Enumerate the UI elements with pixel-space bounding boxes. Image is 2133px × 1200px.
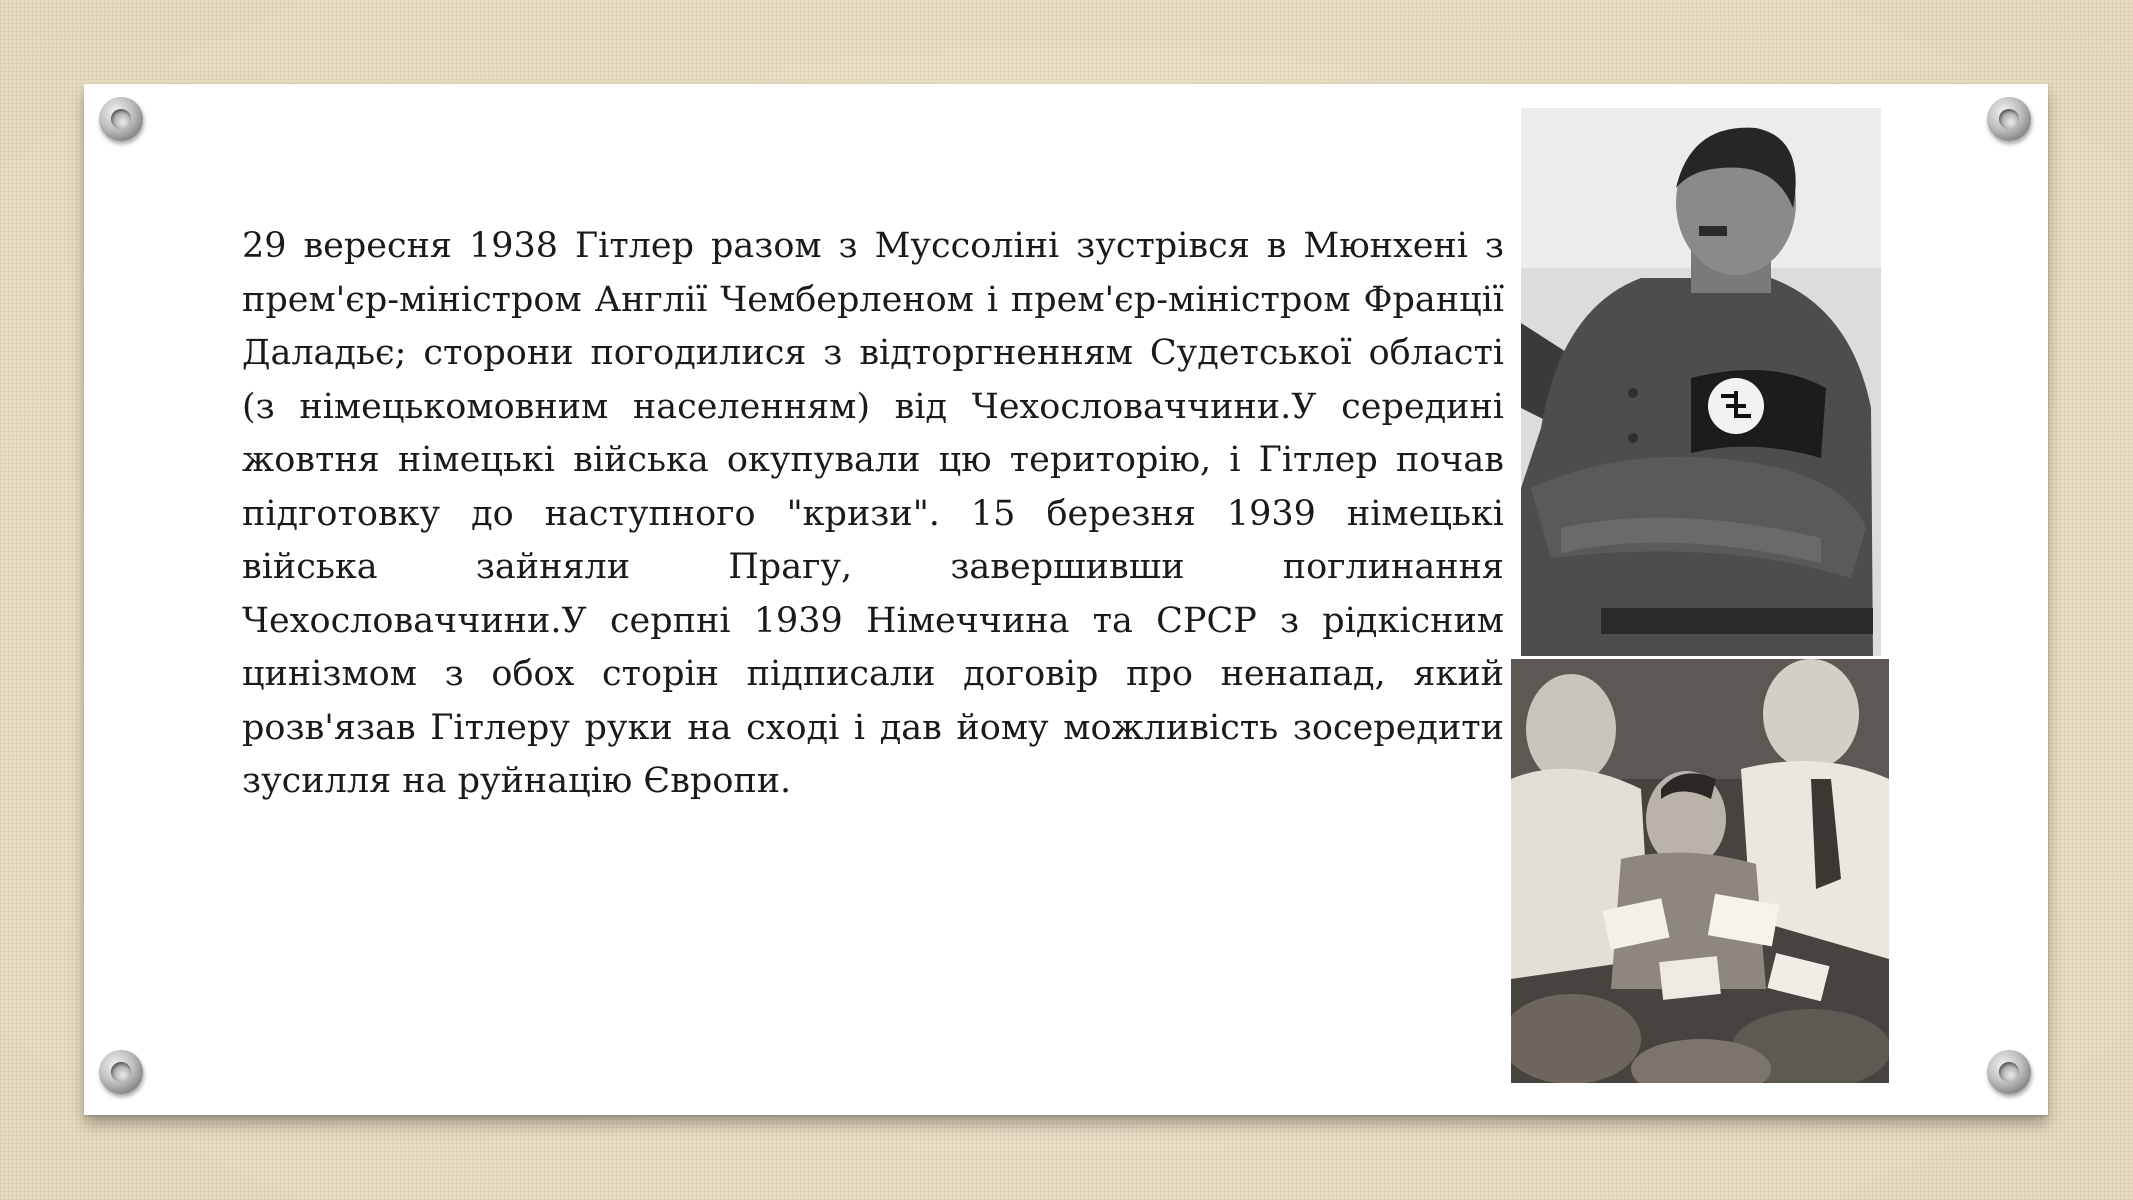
grommet-icon [1987, 1050, 2031, 1094]
grommet-icon [99, 1050, 143, 1094]
group-photo-drawing [1511, 659, 1889, 1083]
grommet-icon [1987, 97, 2031, 141]
group-photo [1511, 659, 1889, 1083]
portrait-photo [1521, 108, 1881, 656]
slide-card [84, 84, 2048, 1115]
grommet-icon [99, 97, 143, 141]
slide-body-text: 29 вересня 1938 Гітлер разом з Муссоліні зустрівся в Мюнхені з прем'єр-міністром Англії Чемберленом і прем'єр-міністром Франції Даладьє; сторони погодилися з відторгненням Судетської області (з німецькомовним населенням) від Чехословаччини.У середині жовтня німецькі війська окупували цю територію, і Гітлер почав підготовку до наступного "кризи". 15 березня 1939 німецькі війська зайняли Прагу, завершивши поглинання Чехословаччини.У серпні 1939 Німеччина та СРСР з рідкісним цинізмом з обох сторін підписали договір про ненапад, який розв'язав Гітлеру руки на сході і дав йому можливість зосередити зусилля на руйнацію Європи. [242, 226, 1504, 801]
portrait-photo-drawing [1521, 108, 1881, 656]
